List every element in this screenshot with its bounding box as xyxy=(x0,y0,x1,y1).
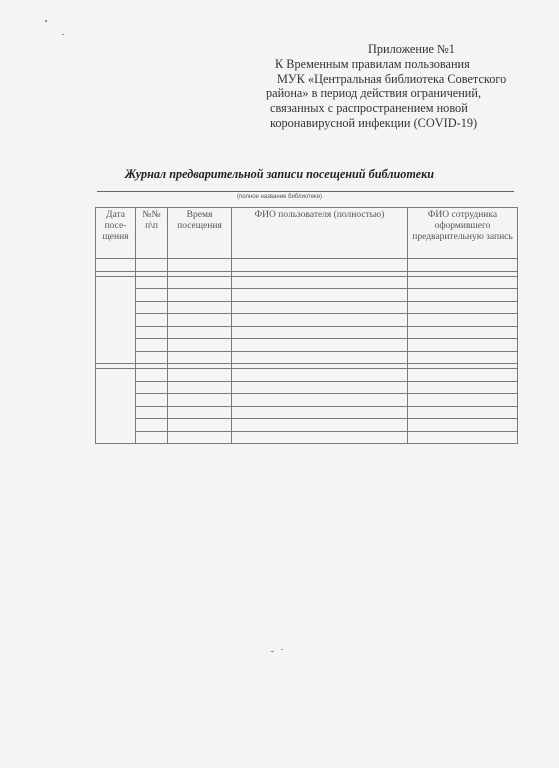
header-date: Дата посе-щения xyxy=(96,208,136,259)
table-row xyxy=(96,381,518,394)
table-row xyxy=(96,406,518,419)
appendix-line: К Временным правилам пользования xyxy=(275,56,470,71)
scan-speck xyxy=(271,651,274,652)
journal-title: Журнал предварительной записи посещений библиотеки xyxy=(124,167,435,181)
scan-speck xyxy=(62,34,64,35)
scan-speck xyxy=(45,20,47,22)
journal-table xyxy=(95,207,518,444)
table-row xyxy=(96,394,518,407)
appendix-line: коронавирусной инфекции (COVID-19) xyxy=(270,115,478,130)
header-staff-name: ФИО сотрудника оформившего предварительную запись xyxy=(408,208,518,259)
table-row xyxy=(96,351,518,364)
table-row xyxy=(96,259,518,272)
header-user-name: ФИО пользователя (полностью) xyxy=(232,208,408,259)
library-name-line xyxy=(97,191,514,192)
table-row xyxy=(96,326,518,339)
table-row xyxy=(96,339,518,352)
header-time: Время посещения xyxy=(168,208,232,259)
appendix-line: связанных с распространением новой xyxy=(270,101,468,116)
date-cell xyxy=(96,276,136,364)
library-name-caption: (полное название библиотеки) xyxy=(236,194,323,200)
table-row xyxy=(96,314,518,327)
scan-speck xyxy=(281,649,283,650)
table-header-row xyxy=(96,208,518,259)
table-row xyxy=(96,301,518,314)
appendix-line: Приложение №1 xyxy=(368,42,455,56)
table-row xyxy=(96,369,518,382)
header-number: №№ п\п xyxy=(136,208,168,259)
table-row xyxy=(96,276,518,289)
date-cell xyxy=(96,369,136,444)
table-row xyxy=(96,419,518,432)
table-row xyxy=(96,289,518,302)
table-row xyxy=(96,431,518,444)
appendix-heading xyxy=(255,42,525,131)
appendix-line: района» в период действия ограничений, xyxy=(266,86,482,101)
appendix-line: МУК «Центральная библиотека Советского xyxy=(277,71,507,86)
